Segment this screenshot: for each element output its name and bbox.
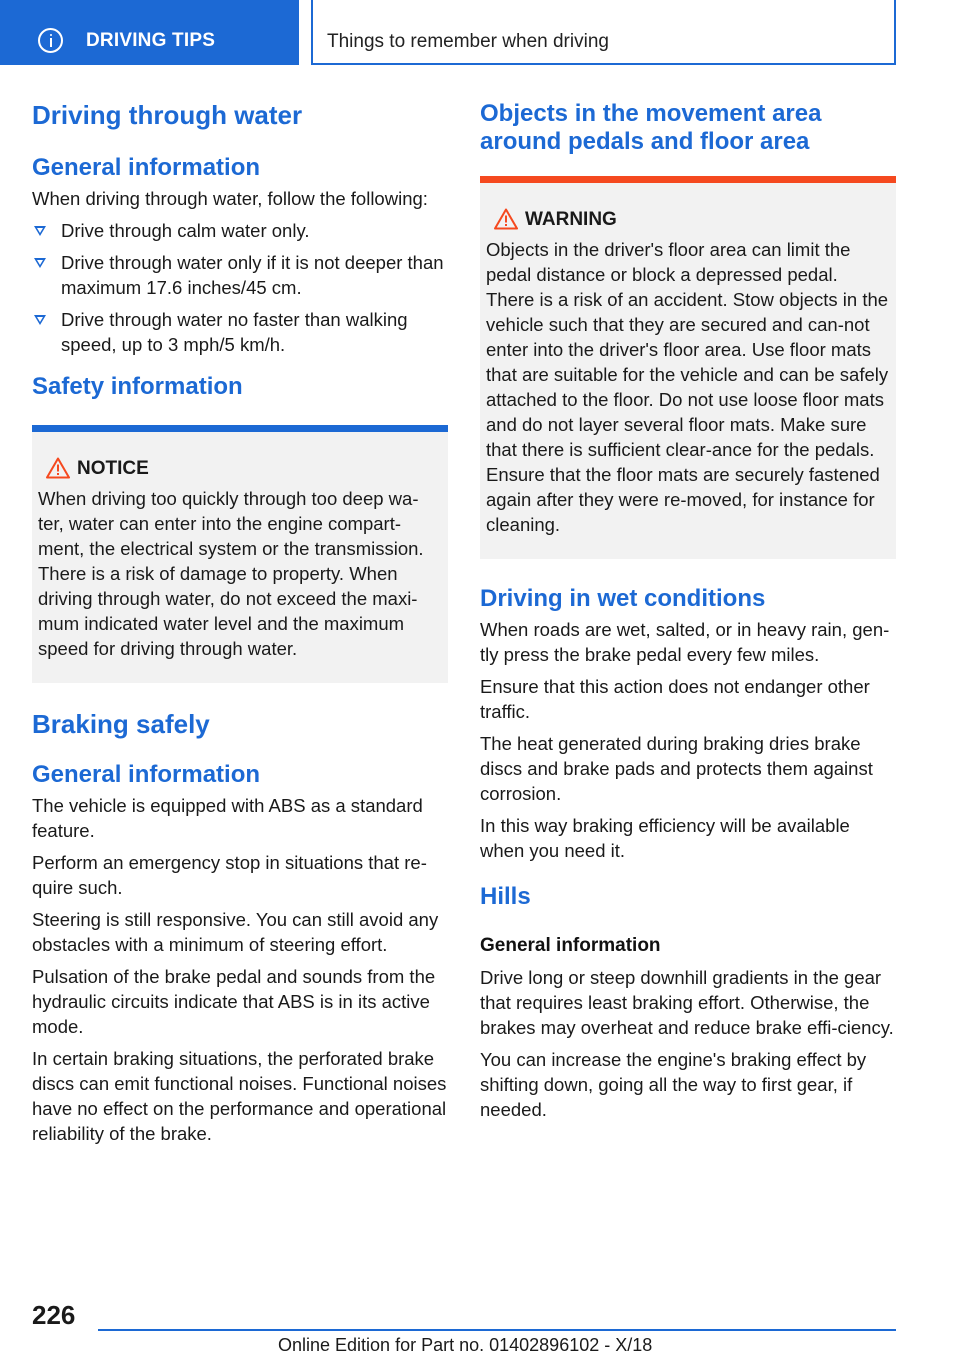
section-title-wet-conditions: Driving in wet conditions bbox=[480, 585, 766, 612]
list-item: Drive through water no faster than walking speed, up to 3 mph/5 km/h. bbox=[32, 307, 448, 357]
triangle-bullet-icon bbox=[34, 258, 46, 268]
list-item: Drive through calm water only. bbox=[32, 218, 448, 243]
subsection-safety-information: Safety information bbox=[32, 373, 243, 400]
page-number: 226 bbox=[32, 1300, 76, 1330]
footer-divider bbox=[98, 1329, 896, 1331]
section-title-braking-safely: Braking safely bbox=[32, 709, 210, 739]
warning-triangle-icon bbox=[46, 457, 70, 479]
paragraph: Ensure that this action does not endanger other traffic. bbox=[480, 676, 870, 722]
warning-triangle-icon bbox=[494, 208, 518, 230]
triangle-bullet-icon bbox=[34, 226, 46, 236]
topic-title: Things to remember when driving bbox=[327, 31, 609, 52]
subsection-general-information-braking: General information bbox=[32, 761, 261, 788]
paragraph: You can increase the engine's braking effect by shifting down, going all the way to first gear, if needed. bbox=[480, 1049, 867, 1120]
paragraph: Pulsation of the brake pedal and sounds from the hydraulic circuits indicate that ABS is in its active mode. bbox=[32, 966, 436, 1037]
warning-heading bbox=[486, 207, 890, 233]
subsection-general-information: General information bbox=[32, 154, 261, 181]
right-column bbox=[480, 100, 896, 1129]
intro-paragraph: When driving through water, follow the following: bbox=[32, 188, 428, 209]
paragraph: Drive long or steep downhill gradients in the gear that requires least braking effort. Otherwise, the brakes may overheat and reduce brake effi‐ciency. bbox=[480, 967, 894, 1038]
topic-tab bbox=[311, 0, 896, 65]
chapter-title: DRIVING TIPS bbox=[86, 30, 216, 51]
paragraph: When roads are wet, salted, or in heavy rain, gen‐tly press the brake pedal every few miles. bbox=[480, 619, 890, 665]
warning-label: WARNING bbox=[525, 209, 617, 230]
subsection-general-information-hills: General information bbox=[480, 935, 661, 956]
water-bullet-list bbox=[32, 218, 448, 357]
paragraph: Steering is still responsive. You can still avoid any obstacles with a minimum of steering effort. bbox=[32, 909, 439, 955]
notice-label: NOTICE bbox=[77, 458, 149, 479]
notice-box bbox=[32, 425, 448, 683]
triangle-bullet-icon bbox=[34, 315, 46, 325]
warning-box bbox=[480, 176, 896, 559]
paragraph: In certain braking situations, the perforated brake discs can emit functional noises. Functional noises have no effect on the performance and operational reliability of the brake. bbox=[32, 1048, 447, 1144]
chapter-tab bbox=[0, 0, 299, 65]
section-title-objects-pedals: Objects in the movement area around pedals and floor area bbox=[480, 100, 822, 155]
paragraph: Perform an emergency stop in situations that re‐quire such. bbox=[32, 852, 427, 898]
edition-label: Online Edition for Part no. 01402896102 - X/18 bbox=[278, 1335, 653, 1355]
left-column bbox=[32, 100, 448, 1153]
info-icon bbox=[38, 28, 63, 53]
section-title-driving-through-water: Driving through water bbox=[32, 100, 303, 130]
notice-heading bbox=[38, 456, 442, 482]
paragraph: The vehicle is equipped with ABS as a standard feature. bbox=[32, 795, 423, 841]
warning-text: Objects in the driver's floor area can limit the pedal distance or block a depressed pedal. There is a risk of an accident. Stow objects in the vehicle such that they are secured and can‐not enter into the driver's floor area. Use floor mats that are suitable for the vehicle and can be safely attached to the floor. Do not use loose floor mats and do not layer several floor mats. Make sure that there is sufficient clear‐ance for the pedals. Ensure that the floor mats are securely fastened again after they were re‐moved, for instance for cleaning. bbox=[486, 239, 889, 535]
paragraph: The heat generated during braking dries brake discs and brake pads and protects them against corrosion. bbox=[480, 733, 873, 804]
notice-text: When driving too quickly through too deep wa‐ter, water can enter into the engine compart‐ment, the electrical system or the transmission. There is a risk of damage to property. When driving through water, do not exceed the maxi‐mum indicated water level and the maximum speed for driving through water. bbox=[38, 488, 424, 659]
list-item: Drive through water only if it is not deeper than maximum 17.6 inches/45 cm. bbox=[32, 250, 448, 300]
paragraph: In this way braking efficiency will be available when you need it. bbox=[480, 815, 850, 861]
section-title-hills: Hills bbox=[480, 883, 531, 910]
